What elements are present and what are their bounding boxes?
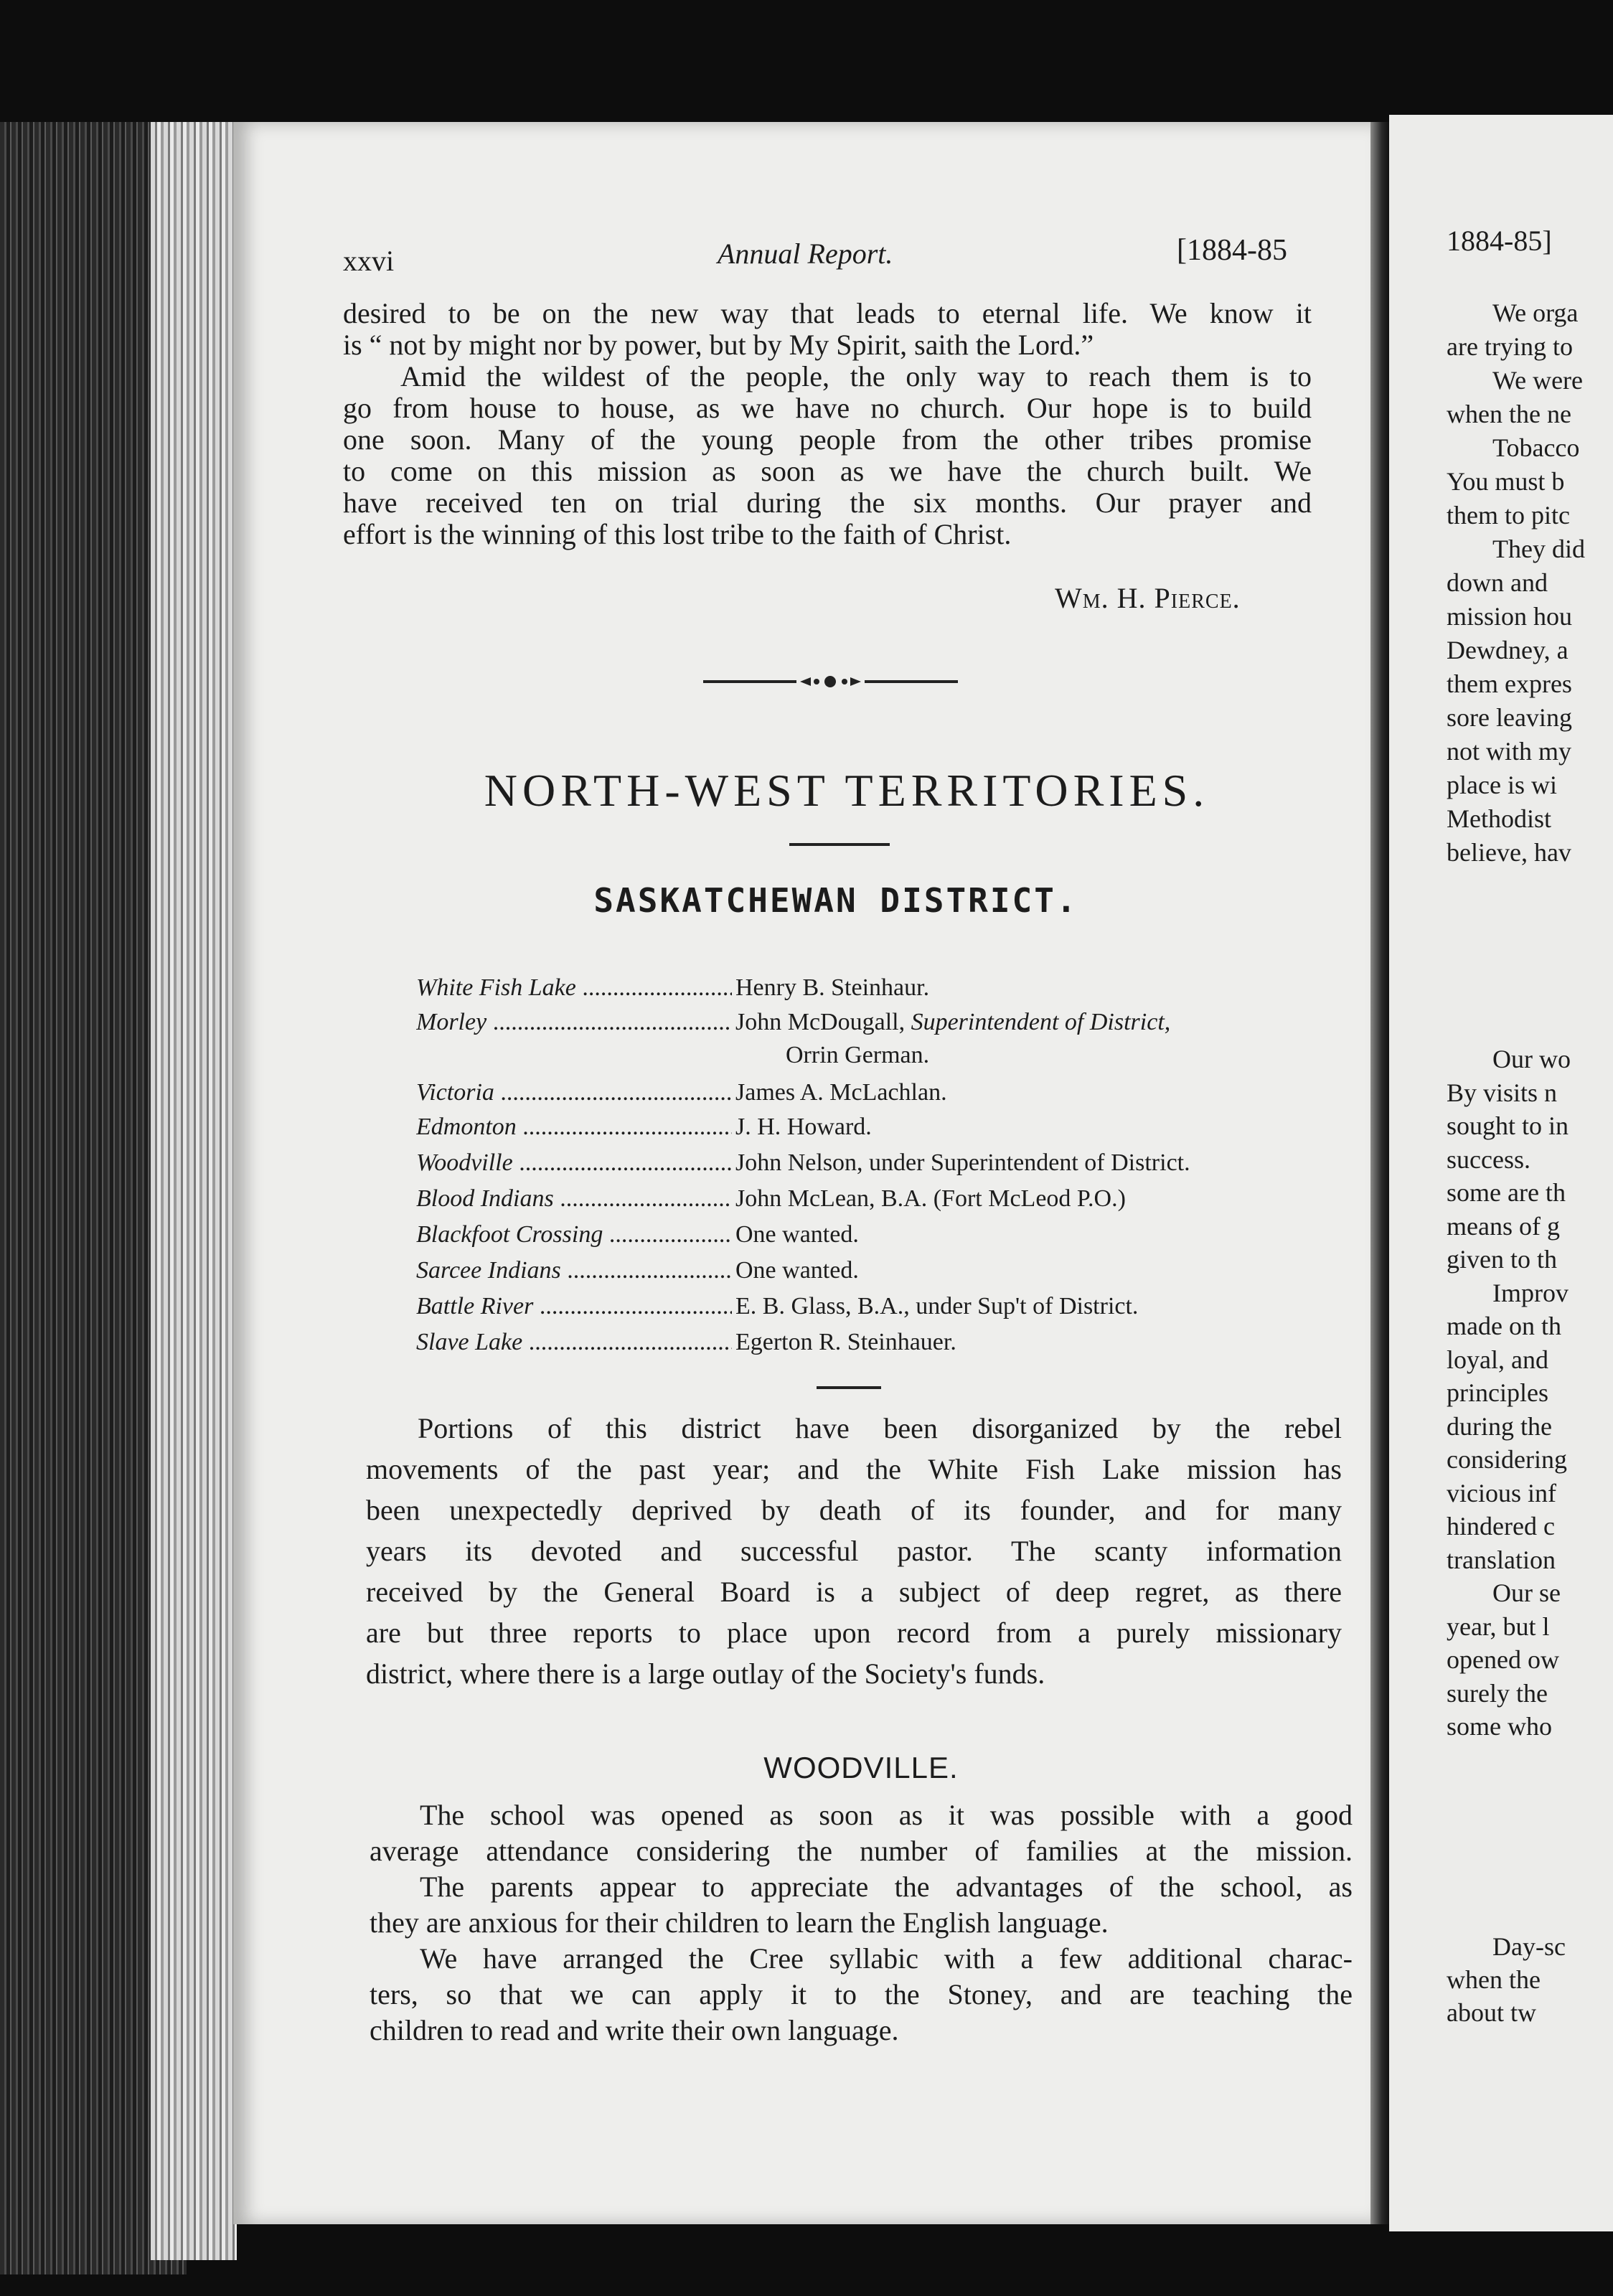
intro-line: desired to be on the new way that leads to eternal life. We know it bbox=[343, 297, 1312, 329]
facing-page-line: sought to in bbox=[1447, 1111, 1569, 1140]
facing-page-line: some are th bbox=[1447, 1178, 1566, 1207]
title-rule bbox=[789, 843, 890, 846]
directory-place: Battle River ..... bbox=[416, 1293, 732, 1320]
section-title: NORTH-WEST TERRITORIES. bbox=[484, 765, 1210, 816]
facing-page-line: You must b bbox=[1447, 467, 1565, 496]
facing-page-line: We orga bbox=[1492, 298, 1579, 327]
woodville-line: We have arranged the Cree syllabic with a few additional charac- bbox=[420, 1942, 1353, 1975]
directory-row bbox=[416, 1079, 1349, 1112]
woodville-line: average attendance considering the number of families at the mission. bbox=[370, 1835, 1353, 1867]
directory-name-role: Superintendent of District, bbox=[911, 1009, 1171, 1035]
facing-page-line: them to pitc bbox=[1447, 501, 1570, 530]
facing-page-line: means of g bbox=[1447, 1211, 1560, 1241]
facing-page-line: Our se bbox=[1492, 1578, 1561, 1607]
intro-line: Amid the wildest of the people, the only way to reach them is to bbox=[400, 360, 1312, 392]
facing-page-line: vicious inf bbox=[1447, 1478, 1556, 1507]
facing-page-line: year, but l bbox=[1447, 1612, 1550, 1641]
woodville-title: WOODVILLE. bbox=[763, 1751, 959, 1784]
intro-line: have received ten on trial during the six months. Our prayer and bbox=[343, 486, 1312, 519]
directory-place: Edmonton ..... bbox=[416, 1114, 732, 1141]
directory-row bbox=[416, 1221, 1349, 1254]
district-line: movements of the past year; and the White Fish Lake mission has bbox=[366, 1453, 1342, 1485]
directory-name: J. H. Howard. bbox=[735, 1114, 872, 1140]
facing-page-line: are trying to bbox=[1447, 332, 1573, 361]
woodville-paragraph bbox=[370, 1797, 1353, 2048]
facing-page-line: place is wi bbox=[1447, 771, 1557, 799]
district-line: Portions of this district have been disorganized by the rebel bbox=[418, 1412, 1342, 1444]
directory-name: John McLean, B.A. (Fort McLeod P.O.) bbox=[735, 1185, 1126, 1212]
intro-line: to come on this mission as soon as we have the church built. We bbox=[343, 455, 1312, 487]
district-line: are but three reports to place upon record from a purely missionary bbox=[366, 1617, 1342, 1649]
facing-page-line: Our wo bbox=[1492, 1045, 1571, 1073]
woodville-line: ters, so that we can apply it to the Stoney, and are teaching the bbox=[370, 1978, 1353, 2010]
district-line: been unexpectedly deprived by death of its founder, and for many bbox=[366, 1494, 1342, 1526]
directory-row bbox=[416, 1185, 1349, 1218]
facing-page-line: principles bbox=[1447, 1378, 1548, 1407]
facing-page-line: They did bbox=[1492, 535, 1585, 563]
directory-place: Woodville ..... bbox=[416, 1149, 732, 1177]
intro-line: is “ not by might nor by power, but by My Spirit, saith the Lord.” bbox=[343, 329, 1094, 361]
district-title: SASKATCHEWAN DISTRICT. bbox=[593, 881, 1078, 920]
directory-place: Blood Indians ..... bbox=[416, 1185, 732, 1213]
directory-row-continued bbox=[416, 1042, 1349, 1075]
intro-line: go from house to house, as we have no church. Our hope is to build bbox=[343, 392, 1312, 424]
facing-page-line: We were bbox=[1492, 366, 1584, 395]
book-gutter bbox=[1370, 122, 1389, 2224]
facing-page-line: when the ne bbox=[1447, 400, 1571, 428]
district-line: received by the General Board is a subject of deep regret, as there bbox=[366, 1576, 1342, 1608]
facing-page-line: made on th bbox=[1447, 1312, 1561, 1340]
directory-name: John Nelson, under Superintendent of District. bbox=[735, 1149, 1190, 1176]
facing-page-line: them expres bbox=[1447, 669, 1572, 698]
directory-name-text: John McDougall, bbox=[735, 1009, 911, 1035]
woodville-line: they are anxious for their children to learn the English language. bbox=[370, 1906, 1109, 1939]
directory-place: Sarcee Indians ..... bbox=[416, 1257, 732, 1284]
facing-page-line: when the bbox=[1447, 1965, 1541, 1994]
directory-place: Morley ..... bbox=[416, 1009, 732, 1036]
directory-name: Henry B. Steinhaur. bbox=[735, 974, 930, 1001]
facing-page-line: By visits n bbox=[1447, 1078, 1558, 1107]
directory-name: James A. McLachlan. bbox=[735, 1079, 947, 1106]
district-line: years its devoted and successful pastor. The scanty information bbox=[366, 1535, 1342, 1567]
directory-row bbox=[416, 1149, 1349, 1182]
directory-name: Orrin German. bbox=[786, 1042, 930, 1068]
facing-page-line: about tw bbox=[1447, 1998, 1536, 2027]
directory-name: Egerton R. Steinhauer. bbox=[735, 1329, 956, 1355]
woodville-line: children to read and write their own language. bbox=[370, 2014, 899, 2046]
facing-page-line: Improv bbox=[1492, 1278, 1569, 1307]
intro-line: one soon. Many of the young people from the other tribes promise bbox=[343, 423, 1312, 456]
facing-page-line: translation bbox=[1447, 1545, 1556, 1574]
directory-name: One wanted. bbox=[735, 1257, 859, 1284]
directory-name bbox=[735, 1009, 1170, 1036]
facing-page-line: Day-sc bbox=[1492, 1932, 1566, 1961]
directory-row bbox=[416, 1009, 1349, 1042]
woodville-line: The school was opened as soon as it was possible with a good bbox=[420, 1799, 1353, 1831]
directory-name: E. B. Glass, B.A., under Sup't of District. bbox=[735, 1293, 1139, 1319]
directory-row bbox=[416, 1114, 1349, 1147]
facing-page-line: surely the bbox=[1447, 1678, 1548, 1708]
facing-page-line: given to th bbox=[1447, 1245, 1557, 1274]
woodville-line: The parents appear to appreciate the advantages of the school, as bbox=[420, 1871, 1353, 1903]
directory-place: White Fish Lake ..... bbox=[416, 974, 732, 1002]
directory-row bbox=[416, 1293, 1349, 1326]
directory-row bbox=[416, 1329, 1349, 1362]
directory-name: One wanted. bbox=[735, 1221, 859, 1248]
directory-place: Slave Lake ..... bbox=[416, 1329, 732, 1356]
facing-page-line: believe, hav bbox=[1447, 838, 1571, 867]
facing-page-line: Methodist bbox=[1447, 804, 1552, 833]
directory-place: Blackfoot Crossing ..... bbox=[416, 1221, 732, 1248]
page-number: xxvi bbox=[343, 245, 395, 277]
district-paragraph bbox=[366, 1408, 1342, 1694]
signature: Wm. H. Pierce. bbox=[1055, 582, 1241, 614]
facing-page-line: considering bbox=[1447, 1445, 1567, 1474]
facing-page-year: 1884-85] bbox=[1447, 225, 1552, 257]
facing-page-line: down and bbox=[1447, 568, 1548, 597]
facing-page-line: Tobacco bbox=[1492, 433, 1580, 462]
intro-paragraph bbox=[343, 298, 1312, 550]
facing-page-line: some who bbox=[1447, 1712, 1552, 1741]
ornamental-divider bbox=[703, 671, 958, 692]
directory-row bbox=[416, 1257, 1349, 1290]
directory-rule bbox=[817, 1386, 881, 1389]
district-line: district, where there is a large outlay of the Society's funds. bbox=[366, 1657, 1045, 1690]
facing-page-line: loyal, and bbox=[1447, 1345, 1548, 1374]
facing-page-line: mission hou bbox=[1447, 602, 1573, 631]
facing-page-line: during the bbox=[1447, 1411, 1552, 1441]
facing-page-line: sore leaving bbox=[1447, 703, 1572, 732]
facing-page-line: not with my bbox=[1447, 737, 1572, 766]
facing-page-line: hindered c bbox=[1447, 1512, 1555, 1540]
header-year: [1884-85 bbox=[1177, 234, 1287, 267]
facing-page-line: success. bbox=[1447, 1144, 1530, 1174]
intro-line: effort is the winning of this lost tribe to the faith of Christ. bbox=[343, 518, 1012, 550]
facing-page-line: opened ow bbox=[1447, 1645, 1559, 1674]
running-title: Annual Report. bbox=[718, 237, 893, 270]
directory-row bbox=[416, 974, 1349, 1007]
facing-page-line: Dewdney, a bbox=[1447, 636, 1569, 664]
directory-place: Victoria ..... bbox=[416, 1079, 732, 1106]
page-stack-edge bbox=[151, 122, 237, 2260]
